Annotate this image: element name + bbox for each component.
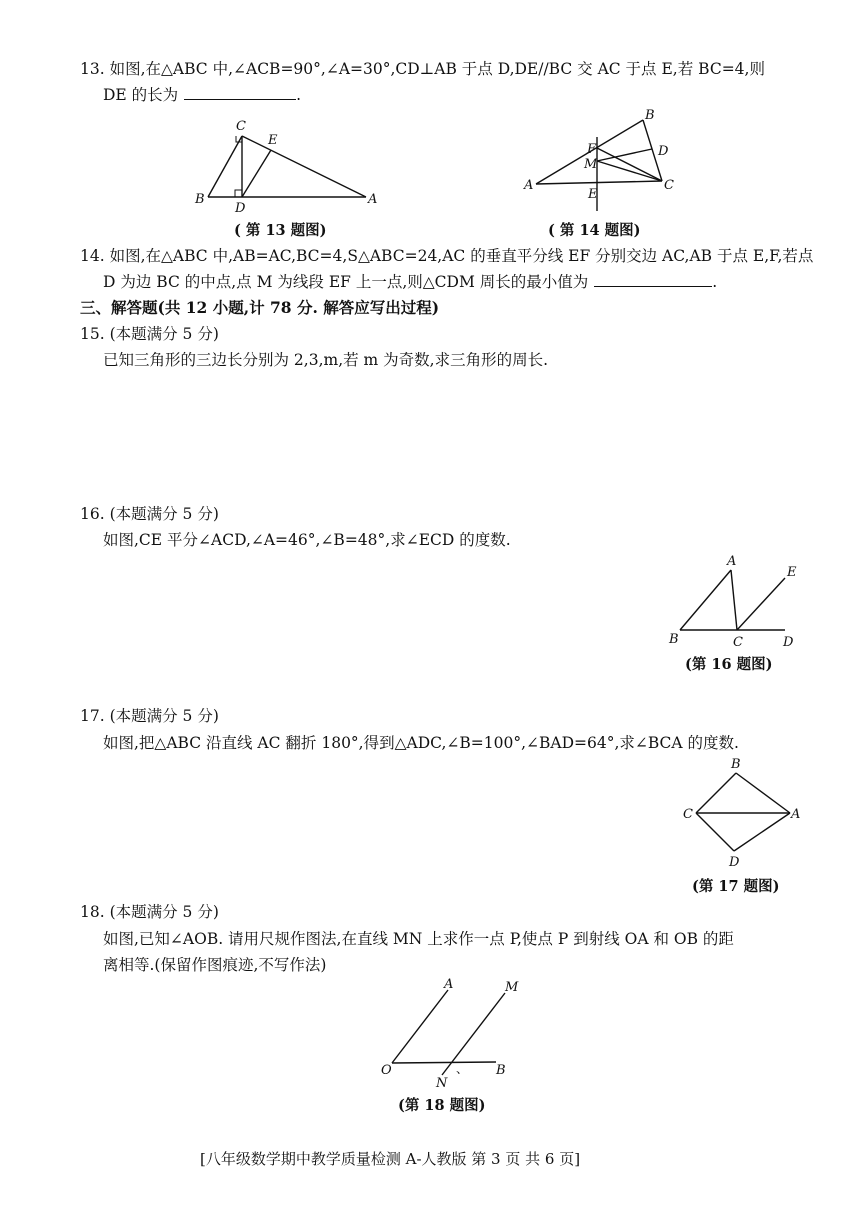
- q18-header: 18. (本题满分 5 分): [80, 903, 219, 921]
- fig14-label-d: D: [658, 144, 669, 159]
- fig13-segment-de: [242, 150, 271, 197]
- fig14-segment-ac: [536, 181, 662, 184]
- fig16-label-c: C: [733, 635, 743, 650]
- q18-line2: 离相等.(保留作图痕迹,不写作法): [103, 956, 327, 974]
- fig18-label-o: O: [381, 1063, 392, 1078]
- q15-header: 15. (本题满分 5 分): [80, 325, 219, 343]
- fig16-label-d: D: [783, 635, 794, 650]
- q14-line2-text: D 为边 BC 的中点,点 M 为线段 EF 上一点,则△CDM 周长的最小值为: [103, 273, 589, 291]
- fig18-label-n: N: [436, 1076, 448, 1091]
- fig18-label-a: A: [444, 977, 454, 992]
- fig13-label-c: C: [236, 119, 246, 134]
- fig13-label-a: A: [368, 192, 378, 207]
- fig17-label-d: D: [729, 855, 740, 870]
- fig14-caption: ( 第 14 题图): [548, 222, 641, 239]
- fig16-segment-ac: [731, 570, 737, 630]
- fig16-segment-ba: [680, 570, 731, 630]
- fig14-label-m: M: [584, 157, 598, 172]
- fig14-label-b: B: [645, 108, 655, 123]
- q15-text: 已知三角形的三边长分别为 2,3,m,若 m 为奇数,求三角形的周长.: [103, 351, 549, 369]
- fig16-label-a: A: [727, 554, 737, 569]
- fig13-label-d: D: [235, 201, 246, 216]
- fig17-label-b: B: [731, 757, 741, 772]
- fig14-label-a: A: [524, 178, 534, 193]
- q16-text: 如图,CE 平分∠ACD,∠A=46°,∠B=48°,求∠ECD 的度数.: [103, 531, 511, 549]
- fig18-label-m: M: [505, 980, 519, 995]
- fig17-label-a: A: [791, 807, 801, 822]
- fig13-segment-cb: [208, 136, 242, 197]
- q13-line2-end: .: [296, 86, 302, 104]
- fig14-label-e: E: [588, 187, 598, 202]
- q14-line1: 14. 如图,在△ABC 中,AB=AC,BC=4,S△ABC=24,AC 的垂直平分线 EF 分别交边 AC,AB 于点 E,F,若点: [80, 247, 814, 265]
- section-3-heading: 三、解答题(共 12 小题,计 78 分. 解答应写出过程): [80, 298, 440, 317]
- fig13-label-b: B: [195, 192, 205, 207]
- figure-14: [520, 105, 690, 215]
- q14-line2: [103, 273, 717, 292]
- figure-18: [370, 975, 535, 1090]
- fig14-label-f: F: [587, 142, 597, 157]
- fig14-segment-md: [597, 149, 652, 161]
- q14-line2-end: .: [712, 273, 718, 291]
- q13-answer-blank[interactable]: [184, 98, 296, 100]
- q18-line1: 如图,已知∠AOB. 请用尺规作图法,在直线 MN 上求作一点 P,使点 P 到射线 OA 和 OB 的距: [103, 930, 734, 948]
- figure-17: [680, 755, 810, 875]
- fig17-caption: (第 17 题图): [692, 878, 780, 895]
- fig16-label-b: B: [669, 632, 679, 647]
- q14-answer-blank[interactable]: [594, 285, 712, 287]
- fig18-caption: (第 18 题图): [398, 1097, 486, 1114]
- page-footer: [八年级数学期中教学质量检测 A-人教版 第 3 页 共 6 页]: [200, 1150, 581, 1168]
- fig17-segment-cd: [696, 813, 734, 851]
- fig17-label-c: C: [683, 807, 693, 822]
- fig16-caption: (第 16 题图): [685, 656, 773, 673]
- fig18-ray-ob: [392, 1062, 496, 1063]
- fig13-right-angle-d: [235, 190, 242, 197]
- fig14-label-c: C: [664, 178, 674, 193]
- fig13-caption: ( 第 13 题图): [234, 222, 327, 239]
- q13-line2-text: DE 的长为: [103, 86, 179, 104]
- fig17-segment-ba: [736, 773, 790, 813]
- fig16-ray-ce: [737, 578, 785, 630]
- figure-16: [665, 550, 805, 655]
- figure-13: [190, 115, 390, 220]
- fig17-segment-da: [734, 813, 790, 851]
- q13-line1: 13. 如图,在△ABC 中,∠ACB=90°,∠A=30°,CD⊥AB 于点 D,DE//BC 交 AC 于点 E,若 BC=4,则: [80, 60, 765, 78]
- fig16-label-e: E: [787, 565, 797, 580]
- fig18-label-b: B: [496, 1063, 506, 1078]
- fig18-mark: 、: [456, 1062, 469, 1076]
- q17-header: 17. (本题满分 5 分): [80, 707, 219, 725]
- q17-text: 如图,把△ABC 沿直线 AC 翻折 180°,得到△ADC,∠B=100°,∠BAD=64°,求∠BCA 的度数.: [103, 734, 739, 752]
- fig18-ray-oa: [392, 990, 448, 1063]
- fig17-segment-cb: [696, 773, 736, 813]
- fig13-label-e: E: [268, 133, 278, 148]
- q13-line2: [103, 86, 301, 105]
- q16-header: 16. (本题满分 5 分): [80, 505, 219, 523]
